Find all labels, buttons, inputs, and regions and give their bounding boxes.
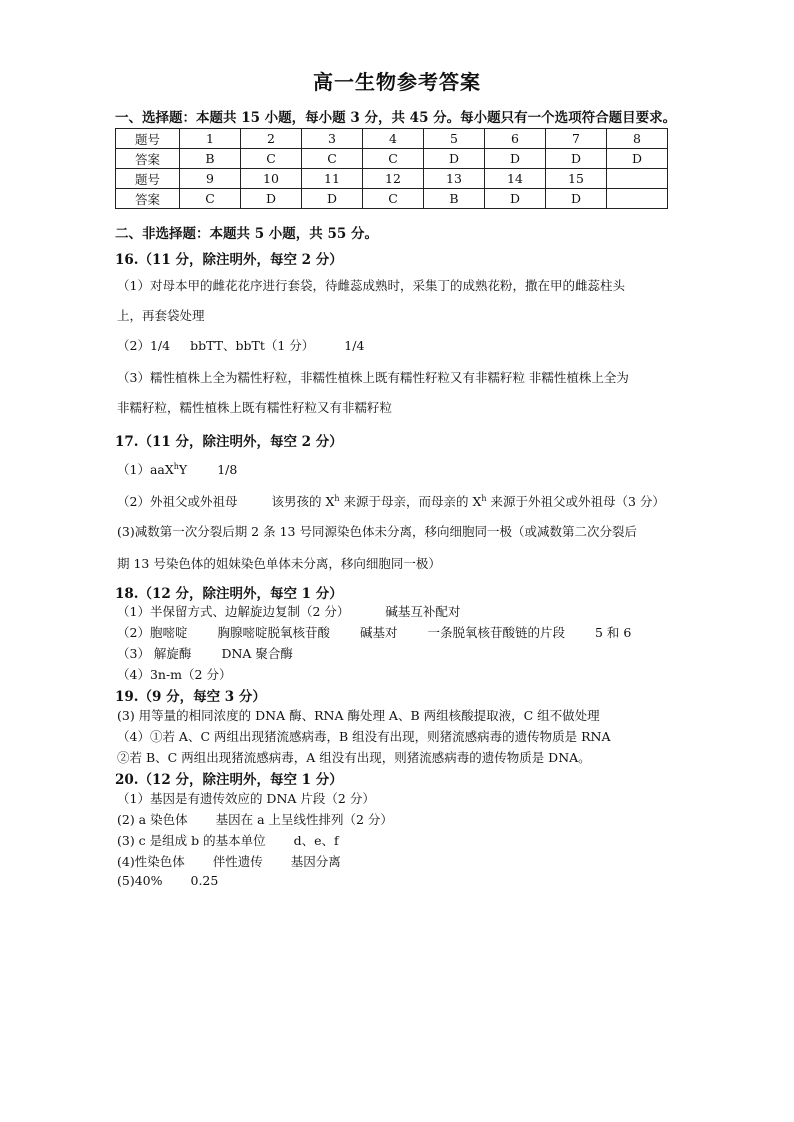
- q17-line-2: [117, 492, 665, 510]
- table-row: [116, 129, 668, 149]
- table-cell: 13: [424, 169, 485, 189]
- q19-heading: 19.（9 分，每空 3 分）: [115, 689, 266, 705]
- q18-line-3: [117, 644, 293, 662]
- table-cell: 8: [607, 129, 668, 149]
- q18-answer-2e: 5 和 6: [595, 625, 632, 640]
- q20-answer-5a: (5)40%: [117, 873, 163, 888]
- q20-answer-3a: (3) c 是组成 b 的基本单位: [117, 833, 266, 848]
- q17-answer-1b: Y: [178, 462, 188, 477]
- table-row: [116, 169, 668, 189]
- table-cell: 3: [302, 129, 363, 149]
- q16-answer-2c: 1/4: [344, 338, 365, 353]
- table-cell: D: [546, 149, 607, 169]
- q18-answer-2c: 碱基对: [359, 625, 398, 640]
- q16-line-3: [117, 336, 364, 354]
- q20-answer-3b: d、e、f: [293, 833, 339, 848]
- q17-line-1: [117, 460, 237, 478]
- table-cell: 5: [424, 129, 485, 149]
- table-cell: 15: [546, 169, 607, 189]
- table-cell: D: [485, 189, 546, 209]
- q18-answer-1b: 碱基互补配对: [385, 604, 461, 619]
- table-cell: D: [546, 189, 607, 209]
- q17-line-3: (3)减数第一次分裂后期 2 条 13 号同源染色体未分离，移向细胞同一极（或减数第二次分裂后: [117, 524, 637, 539]
- q16-heading: 16.（11 分，除注明外，每空 2 分）: [115, 252, 343, 268]
- q20-line-4: [117, 852, 341, 870]
- table-cell: D: [485, 149, 546, 169]
- q18-answer-1a: （1）半保留方式、边解旋边复制（2 分）: [117, 604, 350, 619]
- answer-table: [115, 128, 668, 209]
- table-cell: C: [241, 149, 302, 169]
- q18-line-2: [117, 623, 631, 641]
- q17-answer-2a: （2）外祖父或外祖母: [117, 494, 238, 509]
- table-cell: C: [363, 149, 424, 169]
- q17-superscript-2: h: [334, 493, 340, 503]
- q20-answer-2a: (2) a 染色体: [117, 812, 188, 827]
- q20-answer-4b: 伴性遗传: [212, 854, 263, 869]
- q18-line-4: （4）3n-m（2 分）: [117, 667, 232, 682]
- table-row-label: 答案: [116, 149, 180, 169]
- table-row-label: 题号: [116, 169, 180, 189]
- q18-answer-2b: 胸腺嘧啶脱氧核苷酸: [217, 625, 330, 640]
- section-1-heading: 一、选择题：本题共 15 小题，每小题 3 分，共 45 分。每小题只有一个选项符合题目要求。: [115, 110, 677, 126]
- q17-superscript-3: h: [481, 493, 487, 503]
- q17-text-2c: 来源于母亲，而母亲的 X: [339, 494, 482, 509]
- q20-line-5: [117, 873, 218, 888]
- table-cell: C: [180, 189, 241, 209]
- table-cell: C: [363, 189, 424, 209]
- table-cell: B: [180, 149, 241, 169]
- table-cell: [607, 189, 668, 209]
- table-cell: D: [241, 189, 302, 209]
- q16-line-2: 上，再套袋处理: [117, 308, 205, 323]
- table-cell: 4: [363, 129, 424, 149]
- q18-line-1: [117, 602, 460, 620]
- table-cell: D: [424, 149, 485, 169]
- q18-answer-3b: DNA 聚合酶: [221, 646, 293, 661]
- table-cell: 12: [363, 169, 424, 189]
- q17-answer-1a: （1）aaX: [117, 462, 174, 477]
- table-row: [116, 189, 668, 209]
- table-cell: 10: [241, 169, 302, 189]
- q17-heading: 17.（11 分，除注明外，每空 2 分）: [115, 434, 343, 450]
- q20-line-2: [117, 810, 393, 828]
- q20-answer-2b: 基因在 a 上呈线性排列（2 分）: [215, 812, 393, 827]
- table-row: [116, 149, 668, 169]
- table-row-label: 题号: [116, 129, 180, 149]
- q17-superscript: h: [173, 461, 179, 471]
- q18-heading: 18.（12 分，除注明外，每空 1 分）: [115, 586, 343, 602]
- table-cell: [607, 169, 668, 189]
- q19-line-1: (3) 用等量的相同浓度的 DNA 酶、RNA 酶处理 A、B 两组核酸提取液，C 组不做处理: [117, 708, 600, 723]
- q18-answer-3a: （3） 解旋酶: [117, 646, 192, 661]
- table-cell: 14: [485, 169, 546, 189]
- q20-line-3: [117, 831, 339, 849]
- q20-answer-4c: 基因分离: [290, 854, 341, 869]
- q17-line-4: 期 13 号染色体的姐妹染色单体未分离，移向细胞同一极）: [117, 556, 441, 571]
- q16-answer-2b: bbTT、bbTt（1 分）: [190, 338, 315, 353]
- q20-line-1: （1）基因是有遗传效应的 DNA 片段（2 分）: [117, 791, 375, 806]
- q20-answer-5b: 0.25: [190, 873, 219, 888]
- table-cell: 11: [302, 169, 363, 189]
- q20-heading: 20.（12 分，除注明外，每空 1 分）: [115, 772, 343, 788]
- page-title: 高一生物参考答案: [313, 70, 481, 94]
- table-cell: B: [424, 189, 485, 209]
- q19-line-2: （4）①若 A、C 两组出现猪流感病毒，B 组没有出现，则猪流感病毒的遗传物质是 RNA: [117, 729, 611, 744]
- q18-answer-2a: （2）胞嘧啶: [117, 625, 188, 640]
- table-cell: C: [302, 149, 363, 169]
- table-cell: D: [302, 189, 363, 209]
- table-cell: 2: [241, 129, 302, 149]
- q17-answer-1c: 1/8: [217, 462, 238, 477]
- q18-answer-2d: 一条脱氧核苷酸链的片段: [427, 625, 565, 640]
- q17-text-2d: 来源于外祖父或外祖母（3 分）: [486, 494, 665, 509]
- table-cell: 7: [546, 129, 607, 149]
- q16-line-1: （1）对母本甲的雌花花序进行套袋，待雌蕊成熟时，采集丁的成熟花粉，撒在甲的雌蕊柱头: [117, 278, 625, 293]
- section-2-heading: 二、非选择题：本题共 5 小题，共 55 分。: [115, 226, 378, 242]
- table-cell: 6: [485, 129, 546, 149]
- q16-line-4: （3）糯性植株上全为糯性籽粒，非糯性植株上既有糯性籽粒又有非糯籽粒 非糯性植株上全为: [117, 370, 629, 385]
- table-cell: D: [607, 149, 668, 169]
- table-cell: 1: [180, 129, 241, 149]
- table-row-label: 答案: [116, 189, 180, 209]
- q17-text-2b: 该男孩的 X: [271, 494, 335, 509]
- table-cell: 9: [180, 169, 241, 189]
- q19-line-3: ②若 B、C 两组出现猪流感病毒，A 组没有出现，则猪流感病毒的遗传物质是 DNA。: [117, 750, 591, 765]
- q16-answer-2a: （2）1/4: [117, 338, 171, 353]
- q20-answer-4a: (4)性染色体: [117, 854, 185, 869]
- q16-line-5: 非糯籽粒，糯性植株上既有糯性籽粒又有非糯籽粒: [117, 400, 393, 415]
